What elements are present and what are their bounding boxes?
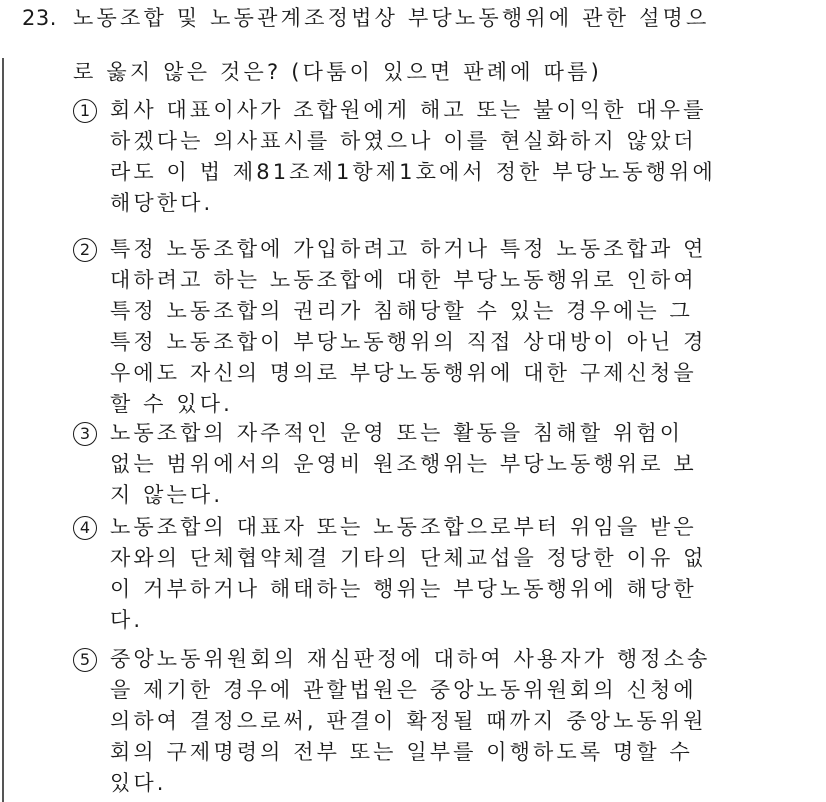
question-stem-line-2: 로 옳지 않은 것은? (다툼이 있으면 판례에 따름) bbox=[73, 60, 603, 84]
choice-line: 특정 노동조합이 부당노동행위의 직접 상대방이 아닌 경 bbox=[110, 330, 707, 354]
choice-4-text bbox=[110, 512, 707, 636]
choice-5-text bbox=[110, 644, 710, 799]
choice-line: 노동조합의 자주적인 운영 또는 활동을 침해할 위험이 bbox=[110, 421, 684, 445]
choice-line: 을 제기한 경우에 관할법원은 중앙노동위원회의 신청에 bbox=[110, 678, 697, 702]
choice-line: 이 거부하거나 해태하는 행위는 부당노동행위에 해당한 bbox=[110, 577, 697, 601]
circled-number-5-icon: 5 bbox=[73, 648, 97, 672]
circled-number-4-icon: 4 bbox=[73, 516, 97, 540]
choice-line: 회사 대표이사가 조합원에게 해고 또는 불이익한 대우를 bbox=[110, 98, 707, 122]
left-margin-rule bbox=[2, 58, 4, 802]
circled-number-1-icon: 1 bbox=[73, 99, 97, 123]
choice-line: 하겠다는 의사표시를 하였으나 이를 현실화하지 않았더 bbox=[110, 129, 697, 153]
question-stem-line-1: 노동조합 및 노동관계조정법상 부당노동행위에 관한 설명으 bbox=[73, 6, 710, 30]
choice-1-text bbox=[110, 95, 716, 219]
choice-line: 특정 노동조합에 가입하려고 하거나 특정 노동조합과 연 bbox=[110, 237, 707, 261]
circled-number-2-icon: 2 bbox=[73, 238, 97, 262]
choice-line: 의하여 결정으로써, 판결이 확정될 때까지 중앙노동위원 bbox=[110, 709, 707, 733]
circled-number-3-icon: 3 bbox=[73, 422, 97, 446]
choice-line: 대하려고 하는 노동조합에 대한 부당노동행위로 인하여 bbox=[110, 268, 697, 292]
choice-line: 특정 노동조합의 권리가 침해당할 수 있는 경우에는 그 bbox=[110, 299, 693, 323]
choice-line: 노동조합의 대표자 또는 노동조합으로부터 위임을 받은 bbox=[110, 515, 697, 539]
choice-line: 자와의 단체협약체결 기타의 단체교섭을 정당한 이유 없 bbox=[110, 546, 707, 570]
choice-2-text bbox=[110, 234, 707, 420]
choice-line: 할 수 있다. bbox=[110, 392, 233, 416]
choice-line: 없는 범위에서의 운영비 원조행위는 부당노동행위로 보 bbox=[110, 452, 697, 476]
choice-line: 중앙노동위원회의 재심판정에 대하여 사용자가 행정소송 bbox=[110, 647, 711, 671]
choice-line: 회의 구제명령의 전부 또는 일부를 이행하도록 명할 수 bbox=[110, 740, 693, 764]
choice-line: 해당한다. bbox=[110, 191, 214, 215]
choice-line: 라도 이 법 제81조제1항제1호에서 정한 부당노동행위에 bbox=[110, 160, 716, 184]
choice-line: 다. bbox=[110, 608, 144, 632]
choice-line: 있다. bbox=[110, 771, 167, 795]
choice-3-text bbox=[110, 418, 697, 511]
question-number: 23. bbox=[22, 6, 57, 30]
choice-line: 우에도 자신의 명의로 부당노동행위에 대한 구제신청을 bbox=[110, 361, 697, 385]
choice-line: 지 않는다. bbox=[110, 483, 224, 507]
